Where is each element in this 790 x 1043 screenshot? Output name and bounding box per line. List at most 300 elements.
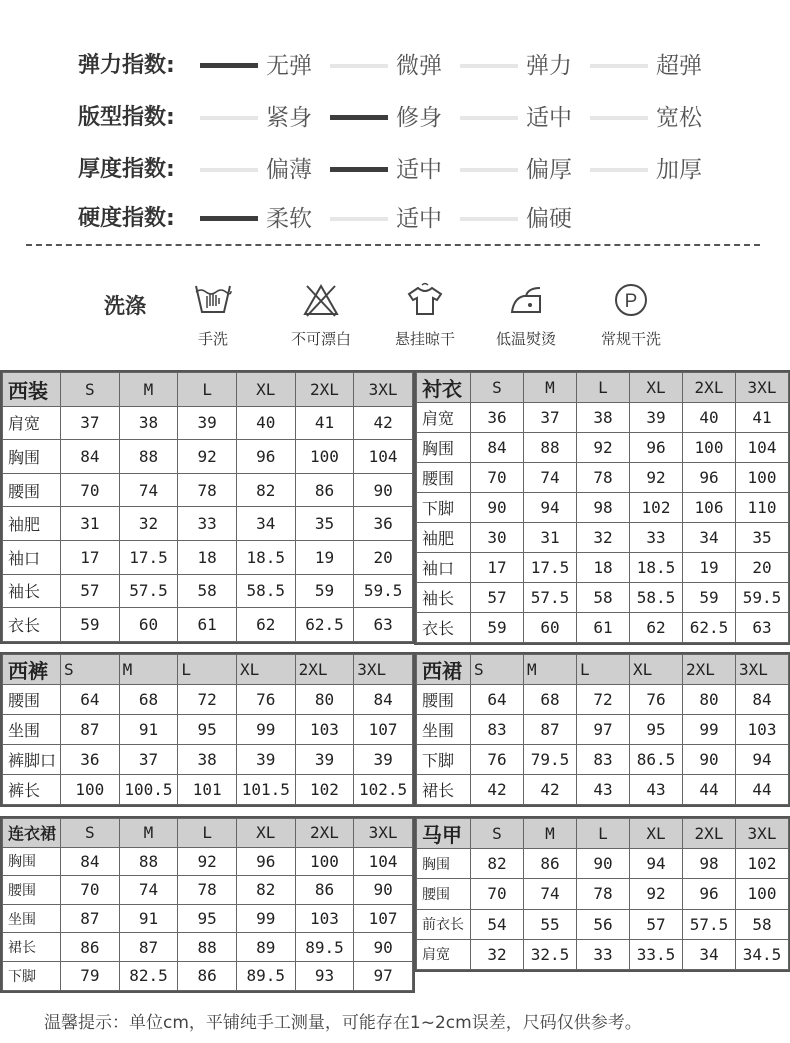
- measurement-value: 39: [630, 403, 683, 433]
- measurement-value: 31: [61, 507, 120, 541]
- measurement-label: 袖长: [417, 583, 471, 613]
- measurement-value: 33.5: [630, 939, 683, 969]
- measurement-label: 袖肥: [417, 523, 471, 553]
- measurement-value: 79.5: [524, 745, 577, 775]
- measurement-value: 20: [736, 553, 789, 583]
- index-option-label: 偏厚: [526, 157, 572, 183]
- measurement-label: 袖肥: [3, 507, 61, 541]
- measurement-label: 腰围: [417, 879, 471, 909]
- measurement-value: 41: [295, 406, 354, 440]
- measurement-value: 79: [61, 961, 120, 990]
- care-item-hand-wash: [168, 282, 258, 349]
- measurement-value: 92: [577, 433, 630, 463]
- measurement-value: 56: [577, 909, 630, 939]
- table-row: [417, 685, 789, 715]
- measurement-value: 87: [119, 933, 178, 962]
- index-indicator: [200, 116, 258, 120]
- measurement-value: 38: [178, 745, 237, 775]
- table-row: [3, 876, 413, 905]
- measurement-value: 92: [178, 847, 237, 876]
- size-header-cell: S: [471, 373, 524, 403]
- measurement-value: 90: [471, 493, 524, 523]
- index-indicator: [200, 168, 258, 172]
- measurement-value: 95: [630, 715, 683, 745]
- size-header-cell: 2XL: [295, 373, 354, 407]
- measurement-value: 86: [524, 849, 577, 879]
- measurement-value: 41: [736, 403, 789, 433]
- size-header-cell: 3XL: [736, 373, 789, 403]
- measurement-label: 肩宽: [417, 403, 471, 433]
- measurement-value: 58.5: [236, 574, 295, 608]
- measurement-value: 70: [61, 876, 120, 905]
- measurement-value: 59.5: [736, 583, 789, 613]
- measurement-value: 39: [178, 406, 237, 440]
- care-item-low-iron: [481, 282, 571, 349]
- measurement-value: 72: [178, 685, 237, 715]
- size-header-cell: L: [577, 655, 630, 685]
- measurement-label: 肩宽: [3, 406, 61, 440]
- measurement-value: 89: [236, 933, 295, 962]
- measurement-value: 68: [524, 685, 577, 715]
- table-row: [3, 507, 413, 541]
- measurement-value: 87: [61, 715, 120, 745]
- measurement-value: 99: [236, 904, 295, 933]
- measurement-value: 37: [61, 406, 120, 440]
- suit-size-table: [2, 372, 413, 642]
- measurement-value: 100.5: [119, 775, 178, 805]
- size-header-cell: L: [178, 655, 237, 685]
- size-header-cell: M: [119, 655, 178, 685]
- measurement-value: 102: [295, 775, 354, 805]
- index-option-label: 适中: [396, 157, 442, 183]
- measurement-value: 57.5: [119, 574, 178, 608]
- measurement-value: 82: [471, 849, 524, 879]
- measurement-value: 100: [736, 463, 789, 493]
- measurement-value: 101: [178, 775, 237, 805]
- measurement-value: 86: [295, 876, 354, 905]
- measurement-value: 94: [524, 493, 577, 523]
- measurement-value: 74: [119, 473, 178, 507]
- size-header-cell: XL: [236, 373, 295, 407]
- measurement-value: 82: [236, 473, 295, 507]
- measurement-value: 30: [471, 523, 524, 553]
- index-indicator-selected: [200, 63, 258, 68]
- measurement-value: 76: [236, 685, 295, 715]
- size-header-cell: L: [577, 373, 630, 403]
- measurement-value: 96: [630, 433, 683, 463]
- table-row: [417, 523, 789, 553]
- measurement-value: 90: [683, 745, 736, 775]
- measurement-value: 35: [295, 507, 354, 541]
- measurement-value: 78: [577, 879, 630, 909]
- measurement-value: 64: [61, 685, 120, 715]
- dry-clean-icon: [611, 282, 651, 318]
- skirt-size-table: [416, 654, 789, 805]
- measurement-value: 44: [683, 775, 736, 805]
- measurement-value: 91: [119, 904, 178, 933]
- measurement-value: 89.5: [236, 961, 295, 990]
- measurement-value: 57: [61, 574, 120, 608]
- measurement-value: 57.5: [683, 909, 736, 939]
- measurement-value: 96: [683, 879, 736, 909]
- measurement-value: 78: [577, 463, 630, 493]
- measurement-value: 33: [630, 523, 683, 553]
- measurement-value: 17.5: [119, 540, 178, 574]
- table-row: [417, 879, 789, 909]
- measurement-value: 83: [471, 715, 524, 745]
- measurement-label: 下脚: [417, 745, 471, 775]
- measurement-value: 103: [295, 904, 354, 933]
- measurement-label: 胸围: [417, 849, 471, 879]
- size-header-cell: 2XL: [683, 373, 736, 403]
- measurement-label: 前衣长: [417, 909, 471, 939]
- measurement-label: 腰围: [3, 473, 61, 507]
- measurement-value: 93: [295, 961, 354, 990]
- measurement-value: 32: [471, 939, 524, 969]
- size-header-cell: S: [61, 373, 120, 407]
- measurement-value: 18: [178, 540, 237, 574]
- pants-size-table: [2, 654, 413, 805]
- measurement-value: 17: [61, 540, 120, 574]
- measurement-value: 58: [736, 909, 789, 939]
- measurement-label: 坐围: [3, 715, 61, 745]
- measurement-value: 58.5: [630, 583, 683, 613]
- measurement-value: 92: [630, 463, 683, 493]
- measurement-value: 63: [354, 608, 413, 642]
- measurement-label: 裤脚口: [3, 745, 61, 775]
- index-option-label: 弹力: [526, 53, 572, 79]
- measurement-value: 104: [736, 433, 789, 463]
- measurement-label: 腰围: [417, 685, 471, 715]
- measurement-value: 31: [524, 523, 577, 553]
- table-row: [3, 440, 413, 474]
- index-indicator: [460, 116, 518, 120]
- table-row: [417, 715, 789, 745]
- measurement-value: 39: [295, 745, 354, 775]
- measurement-value: 96: [236, 440, 295, 474]
- size-header-cell: S: [471, 819, 524, 849]
- low-iron-icon: [506, 282, 546, 318]
- measurement-value: 78: [178, 473, 237, 507]
- measurement-value: 64: [471, 685, 524, 715]
- size-header-cell: L: [577, 819, 630, 849]
- index-indicator-selected: [330, 167, 388, 172]
- measurement-value: 98: [577, 493, 630, 523]
- table-row: [417, 553, 789, 583]
- measurement-value: 88: [524, 433, 577, 463]
- measurement-label: 坐围: [3, 904, 61, 933]
- care-label-hang-dry: 悬挂晾干: [394, 330, 455, 348]
- index-indicator-selected: [330, 115, 388, 120]
- measurement-label: 腰围: [3, 685, 61, 715]
- measurement-value: 36: [61, 745, 120, 775]
- measurement-value: 106: [683, 493, 736, 523]
- measurement-value: 34.5: [736, 939, 789, 969]
- measurement-value: 70: [61, 473, 120, 507]
- measurement-value: 42: [354, 406, 413, 440]
- measurement-value: 20: [354, 540, 413, 574]
- measurement-value: 100: [61, 775, 120, 805]
- measurement-value: 107: [354, 715, 413, 745]
- care-title: 洗涤: [104, 294, 146, 318]
- measurement-value: 74: [524, 463, 577, 493]
- index-row: [0, 199, 790, 239]
- dashed-divider: [26, 244, 760, 246]
- measurement-value: 94: [736, 745, 789, 775]
- table-row: [3, 715, 413, 745]
- table-title: 马甲: [417, 819, 471, 849]
- measurement-value: 63: [736, 613, 789, 643]
- index-option-label: 适中: [526, 105, 572, 131]
- measurement-label: 袖口: [3, 540, 61, 574]
- measurement-value: 86.5: [630, 745, 683, 775]
- measurement-value: 107: [354, 904, 413, 933]
- measurement-value: 76: [471, 745, 524, 775]
- table-title: 西裙: [417, 655, 471, 685]
- measurement-value: 102: [736, 849, 789, 879]
- measurement-value: 96: [236, 847, 295, 876]
- dress-size-table: [2, 818, 413, 991]
- measurement-label: 胸围: [3, 847, 61, 876]
- measurement-value: 102: [630, 493, 683, 523]
- measurement-value: 38: [577, 403, 630, 433]
- index-option-label: 偏硬: [526, 206, 572, 232]
- measurement-value: 104: [354, 847, 413, 876]
- table-row: [417, 775, 789, 805]
- index-option-label: 微弹: [396, 53, 442, 79]
- measurement-value: 58: [577, 583, 630, 613]
- size-header-cell: M: [119, 819, 178, 848]
- table-header-row: [417, 373, 789, 403]
- measurement-value: 42: [524, 775, 577, 805]
- measurement-value: 62.5: [295, 608, 354, 642]
- measurement-value: 84: [61, 440, 120, 474]
- measurement-value: 40: [236, 406, 295, 440]
- table-row: [3, 933, 413, 962]
- measurement-value: 32.5: [524, 939, 577, 969]
- measurement-value: 92: [630, 879, 683, 909]
- footnote-tip: 温馨提示：单位cm，平铺纯手工测量，可能存在1~2cm误差，尺码仅供参考。: [44, 1013, 642, 1033]
- table-row: [3, 540, 413, 574]
- measurement-value: 61: [178, 608, 237, 642]
- measurement-value: 39: [236, 745, 295, 775]
- table-row: [3, 904, 413, 933]
- measurement-label: 衣长: [417, 613, 471, 643]
- index-option-label: 柔软: [266, 206, 312, 232]
- measurement-value: 59: [295, 574, 354, 608]
- measurement-value: 43: [630, 775, 683, 805]
- measurement-value: 87: [61, 904, 120, 933]
- measurement-value: 95: [178, 904, 237, 933]
- measurement-value: 100: [295, 440, 354, 474]
- table-row: [417, 583, 789, 613]
- index-option-label: 紧身: [266, 105, 312, 131]
- measurement-value: 62: [630, 613, 683, 643]
- measurement-label: 胸围: [3, 440, 61, 474]
- measurement-label: 肩宽: [417, 939, 471, 969]
- measurement-value: 70: [471, 879, 524, 909]
- measurement-value: 84: [354, 685, 413, 715]
- table-row: [3, 574, 413, 608]
- measurement-label: 下脚: [3, 961, 61, 990]
- measurement-value: 82.5: [119, 961, 178, 990]
- measurement-value: 59: [471, 613, 524, 643]
- hand-wash-icon: [193, 282, 233, 318]
- measurement-value: 86: [178, 961, 237, 990]
- measurement-value: 70: [471, 463, 524, 493]
- measurement-label: 裙长: [417, 775, 471, 805]
- measurement-value: 18.5: [630, 553, 683, 583]
- measurement-value: 94: [630, 849, 683, 879]
- size-header-cell: S: [61, 655, 120, 685]
- table-row: [3, 961, 413, 990]
- index-indicator: [330, 217, 388, 221]
- measurement-value: 84: [471, 433, 524, 463]
- table-row: [3, 406, 413, 440]
- measurement-value: 97: [577, 715, 630, 745]
- index-row-label: 硬度指数:: [78, 206, 175, 231]
- size-header-cell: 2XL: [295, 655, 354, 685]
- size-header-cell: L: [178, 819, 237, 848]
- size-header-cell: XL: [236, 819, 295, 848]
- table-title: 西裤: [3, 655, 61, 685]
- table-title: 连衣裙: [3, 819, 61, 848]
- measurement-value: 18: [577, 553, 630, 583]
- index-indicator: [330, 64, 388, 68]
- measurement-value: 110: [736, 493, 789, 523]
- measurement-value: 74: [119, 876, 178, 905]
- measurement-value: 57: [630, 909, 683, 939]
- table-title: 衬衣: [417, 373, 471, 403]
- measurement-label: 腰围: [3, 876, 61, 905]
- measurement-value: 72: [577, 685, 630, 715]
- table-row: [3, 685, 413, 715]
- measurement-label: 袖口: [417, 553, 471, 583]
- table-row: [417, 403, 789, 433]
- index-option-label: 适中: [396, 206, 442, 232]
- measurement-value: 60: [524, 613, 577, 643]
- measurement-value: 40: [683, 403, 736, 433]
- index-indicator: [590, 116, 648, 120]
- table-row: [3, 847, 413, 876]
- measurement-value: 89.5: [295, 933, 354, 962]
- hang-dry-icon: [405, 282, 445, 318]
- measurement-value: 39: [354, 745, 413, 775]
- measurement-label: 裙长: [3, 933, 61, 962]
- table-row: [3, 775, 413, 805]
- measurement-value: 78: [178, 876, 237, 905]
- size-header-cell: L: [178, 373, 237, 407]
- measurement-value: 57: [471, 583, 524, 613]
- care-item-hang-dry: [380, 282, 470, 349]
- size-header-cell: M: [119, 373, 178, 407]
- measurement-value: 97: [354, 961, 413, 990]
- measurement-value: 95: [178, 715, 237, 745]
- measurement-value: 83: [577, 745, 630, 775]
- measurement-value: 103: [736, 715, 789, 745]
- measurement-value: 87: [524, 715, 577, 745]
- measurement-value: 80: [295, 685, 354, 715]
- index-row: [0, 150, 790, 190]
- table-title: 西装: [3, 373, 61, 407]
- measurement-value: 76: [630, 685, 683, 715]
- measurement-value: 102.5: [354, 775, 413, 805]
- measurement-value: 92: [178, 440, 237, 474]
- measurement-label: 袖长: [3, 574, 61, 608]
- measurement-value: 82: [236, 876, 295, 905]
- table-header-row: [3, 819, 413, 848]
- measurement-value: 62: [236, 608, 295, 642]
- measurement-label: 腰围: [417, 463, 471, 493]
- index-indicator: [590, 64, 648, 68]
- measurement-label: 胸围: [417, 433, 471, 463]
- measurement-value: 104: [354, 440, 413, 474]
- table-row: [417, 433, 789, 463]
- measurement-value: 86: [61, 933, 120, 962]
- vest-size-table: [416, 818, 789, 970]
- index-indicator: [460, 168, 518, 172]
- measurement-value: 88: [178, 933, 237, 962]
- index-row: [0, 98, 790, 138]
- index-row-label: 版型指数:: [78, 105, 175, 130]
- measurement-value: 96: [683, 463, 736, 493]
- measurement-value: 88: [119, 847, 178, 876]
- measurement-value: 74: [524, 879, 577, 909]
- table-row: [417, 745, 789, 775]
- table-header-row: [3, 655, 413, 685]
- care-item-dry-clean: [586, 282, 676, 349]
- measurement-value: 59: [683, 583, 736, 613]
- measurement-value: 90: [354, 933, 413, 962]
- measurement-value: 19: [295, 540, 354, 574]
- table-row: [3, 608, 413, 642]
- measurement-value: 34: [683, 523, 736, 553]
- size-header-cell: 3XL: [354, 373, 413, 407]
- measurement-value: 99: [236, 715, 295, 745]
- measurement-value: 59: [61, 608, 120, 642]
- table-row: [417, 849, 789, 879]
- measurement-value: 90: [354, 473, 413, 507]
- size-header-cell: 3XL: [736, 655, 789, 685]
- measurement-label: 衣长: [3, 608, 61, 642]
- measurement-value: 32: [119, 507, 178, 541]
- measurement-value: 33: [178, 507, 237, 541]
- index-row-label: 弹力指数:: [78, 53, 175, 78]
- care-label-no-bleach: 不可漂白: [290, 330, 351, 348]
- size-header-cell: M: [524, 819, 577, 849]
- table-header-row: [417, 655, 789, 685]
- measurement-value: 17: [471, 553, 524, 583]
- care-label-hand-wash: 手洗: [197, 330, 228, 348]
- measurement-value: 80: [683, 685, 736, 715]
- measurement-value: 62.5: [683, 613, 736, 643]
- dry-clean-glyph: P: [624, 291, 638, 312]
- index-row: [0, 46, 790, 86]
- size-header-cell: 3XL: [354, 819, 413, 848]
- shirt-size-table: [416, 372, 789, 643]
- measurement-value: 32: [577, 523, 630, 553]
- table-row: [417, 493, 789, 523]
- care-item-no-bleach: [276, 282, 366, 349]
- size-header-cell: XL: [236, 655, 295, 685]
- measurement-value: 54: [471, 909, 524, 939]
- measurement-value: 58: [178, 574, 237, 608]
- measurement-value: 34: [236, 507, 295, 541]
- measurement-value: 84: [61, 847, 120, 876]
- index-indicator: [460, 217, 518, 221]
- table-row: [417, 463, 789, 493]
- size-header-cell: XL: [630, 655, 683, 685]
